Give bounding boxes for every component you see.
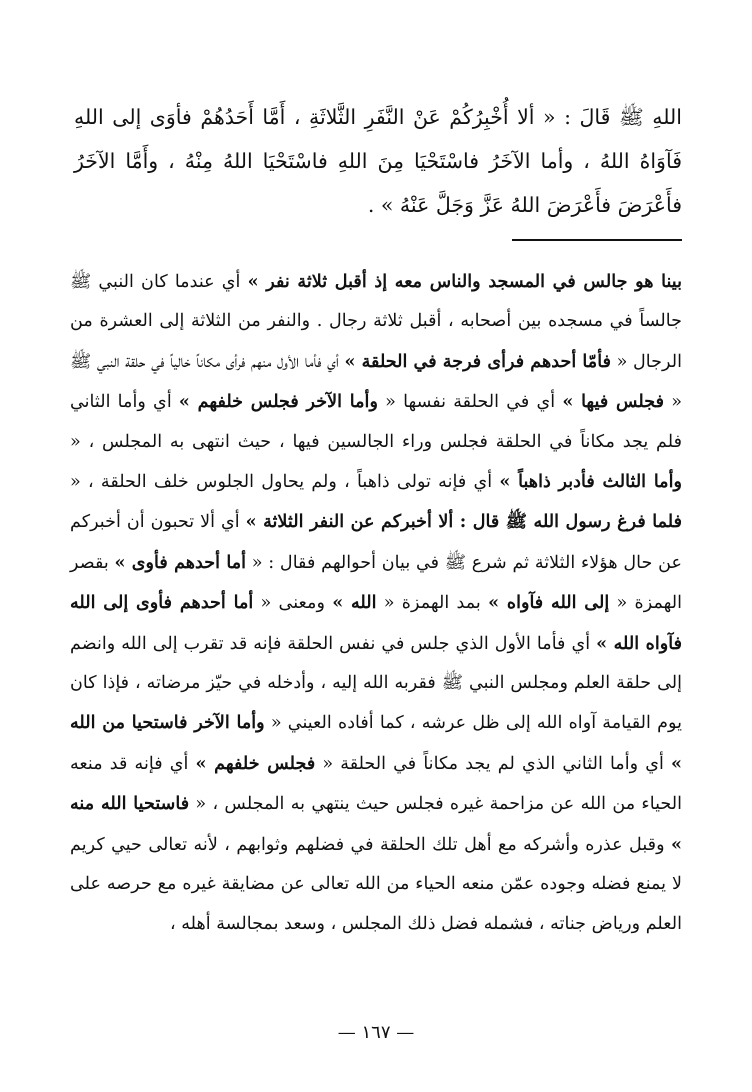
commentary-segment: وقبل عذره وأشركه مع أهل تلك الحلقة في فضلهم وثوابهم ، لأنه تعالى حيي كريم لا يمنع فضله وجوده عمّن منعه الحياء من الله تعالى عن مضايقة غيره مع حرصه على العلم ورياض جناته ، فشمله فضل ذلك المجلس ، وسعد بمجالسة أهله ،	[70, 834, 682, 934]
commentary-segment: بمد الهمزة «	[376, 593, 489, 614]
hadith-quote-segment: فجلس خلفهم »	[195, 752, 316, 774]
hadith-text-block	[74, 95, 682, 227]
commentary-segment: أي وأما الثاني فلم يجد مكاناً في الحلقة فجلس وراء الجالسين فيها ، حيث انتهى به المجلس ، «	[70, 392, 682, 452]
commentary-segment: أي فأما الأول منهم فرأى مكاناً خالياً في حلقة النبي ﷺ «	[70, 351, 682, 413]
hadith-quote-segment: وأما الآخر فجلس خلفهم »	[178, 391, 378, 413]
commentary-segment: بقصر الهمزة «	[70, 552, 682, 614]
hadith-quote-segment: إلى الله فآواه »	[488, 592, 610, 614]
hadith-quote-segment: فجلس فيها »	[562, 391, 665, 413]
commentary-segment: أي وأما الثاني الذي لم يجد مكاناً في الحلقة «	[315, 753, 672, 774]
commentary-segment: أي في الحلقة نفسها «	[377, 392, 563, 413]
section-divider	[512, 239, 682, 241]
commentary-segment: ومعنى «	[253, 593, 333, 614]
hadith-paragraph: اللهِ ﷺ قَالَ : « ألا أُخْبِرُكُمْ عَنْ النَّفَرِ الثَّلاثَةِ ، أَمَّا أَحَدُهُمْ فأوَى إلى اللهِ فَآوَاهُ اللهُ ، وأما الآخَرُ فاسْتَحْيَا مِنَ اللهِ فاسْتَحْيَا اللهُ مِنْهُ ، وأَمَّا الآخَرُ فأَعْرَضَ فأَعْرَضَ اللهُ عَزَّ وَجَلَّ عَنْهُ » .	[74, 105, 682, 217]
hadith-quote-segment: الله »	[332, 592, 377, 614]
hadith-quote-segment: فاستحيا الله منه »	[70, 793, 682, 855]
hadith-quote-segment: أما أحدهم فأوى »	[114, 551, 247, 573]
page-number: — ١٦٧ —	[337, 1022, 415, 1043]
commentary-segment: أي فإنه قد منعه الحياء من الله عن مزاحمة غيره فجلس حيث ينتهي به المجلس ، «	[70, 753, 682, 815]
hadith-quote-segment: وأما الآخر فاستحيا من الله »	[70, 712, 683, 774]
hadith-quote-segment: أما أحدهم فأوى إلى الله فآواه الله »	[70, 592, 682, 654]
hadith-quote-segment: بينا هو جالس في المسجد والناس معه إذ أقبل ثلاثة نفر »	[247, 271, 683, 292]
commentary-segment: أي فإنه تولى ذاهباً ، ولم يحاول الجلوس خلف الحلقة ، «	[70, 472, 500, 493]
commentary-segment: أي فأما الأول الذي جلس في نفس الحلقة فإنه قد تقرب إلى الله وانضم إلى حلقة العلم ومجلس النبي ﷺ فقربه الله إليه ، وأدخله في حيّز مرضاته ، فإذا كان يوم القيامة آواه الله إلى ظل عرشه ، كما أفاده العيني «	[70, 633, 682, 734]
commentary-segment: أي عندما كان النبي ﷺ جالساً في مسجده بين أصحابه ، أقبل ثلاثة رجال . والنفر من الثلاثة إلى العشرة من الرجال «	[70, 272, 682, 372]
hadith-quote-segment: فلما فرغ رسول الله ﷺ قال : ألا أخبركم عن النفر الثلاثة »	[245, 511, 682, 533]
commentary-paragraph	[70, 262, 682, 944]
commentary-block	[70, 262, 682, 944]
commentary-segment: أي ألا تحبون أن أخبركم عن حال هؤلاء الثلاثة ثم شرع ﷺ في بيان أحوالهم فقال : «	[70, 512, 682, 573]
hadith-quote-segment: فأمّا أحدهم فرأى فرجة في الحلقة »	[344, 350, 611, 372]
hadith-quote-segment: وأما الثالث فأدبر ذاهباً »	[499, 471, 682, 493]
